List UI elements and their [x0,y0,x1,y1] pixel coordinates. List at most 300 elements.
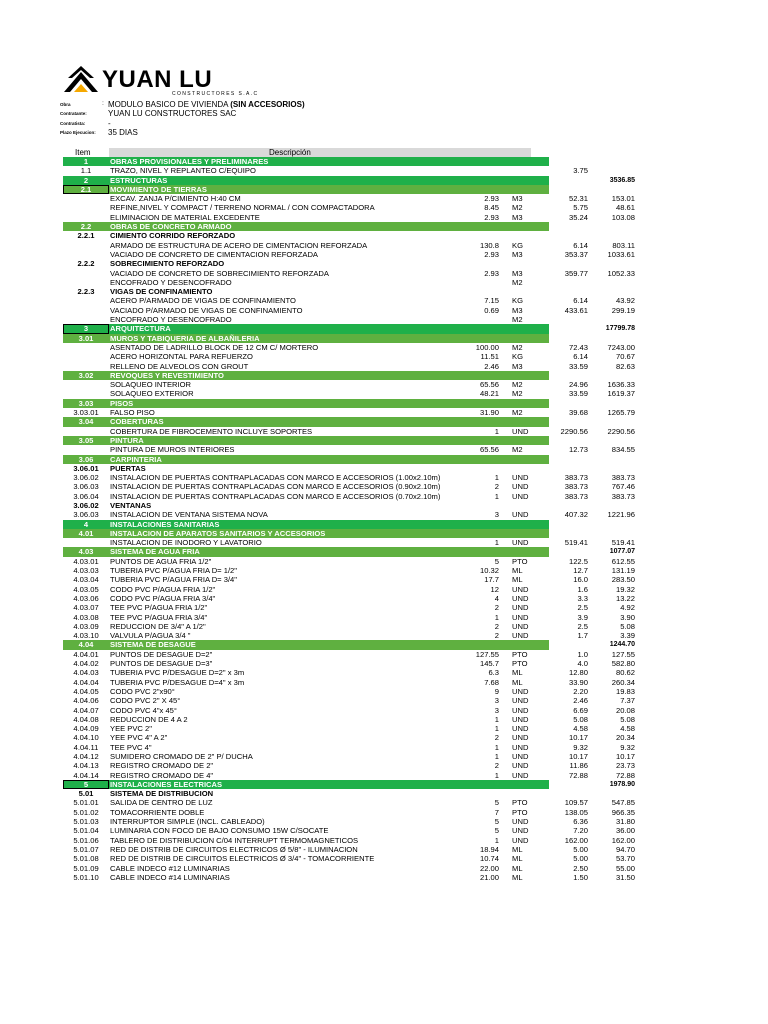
table-row [63,603,635,612]
quantity-cell: 17.7 [484,575,499,585]
unit-cell: PTO [512,659,528,669]
total-cell: 3536.85 [609,176,635,184]
description-cell: YEE PVC 2" [110,724,152,734]
table-row [63,659,635,668]
unit-cell: ML [512,863,523,873]
table-row [63,352,635,361]
quantity-cell: 3 [494,510,499,520]
unit-cell: UND [512,482,529,492]
table-row [63,213,635,222]
quantity-cell: 10.32 [479,566,499,576]
item-cell: 2 [83,175,89,185]
item-cell: 4.03.06 [73,593,99,603]
description-cell: PUNTOS DE DESAGUE D=3" [110,659,213,669]
total-cell: 1244.70 [609,641,635,649]
quantity-cell: 2.93 [484,268,499,278]
table-row [63,538,635,547]
total-cell: 19.83 [615,686,635,696]
quantity-cell: 2 [494,631,499,641]
price-cell: 72.88 [568,770,588,780]
price-cell: 2.50 [573,863,588,873]
total-cell: 4.92 [620,603,635,613]
logo-mark-icon [64,66,102,96]
total-cell: 260.34 [611,677,635,687]
info-value-text: 35 DIAS [108,127,138,137]
quantity-cell: 1 [494,714,499,724]
quantity-cell: 7.68 [484,677,499,687]
description-cell: SOBRECIMIENTO REFORZADO [110,259,225,269]
unit-cell: KG [512,240,523,250]
info-value-text: YUAN LU CONSTRUCTORES SAC [108,109,237,119]
section-row [63,520,635,529]
table-row [63,231,635,240]
unit-cell: UND [512,817,529,827]
description-cell: COBERTURA DE FIBROCEMENTO INCLUYE SOPORTES [110,426,313,436]
price-cell: 24.96 [568,380,588,390]
item-cell: 3.01 [78,333,94,343]
table-row [63,678,635,687]
unit-cell: ML [512,566,523,576]
table-row [63,789,635,798]
item-cell: 5.01.02 [73,807,99,817]
quantity-cell: 22.00 [479,863,499,873]
unit-cell: UND [512,742,529,752]
info-row [60,128,305,137]
description-cell: CODO PVC 4"x 45° [110,705,177,715]
total-cell: 582.80 [611,659,635,669]
table-row [63,687,635,696]
item-cell: 3 [63,324,109,333]
unit-cell: ML [512,844,523,854]
quantity-cell: 100.00 [475,342,499,352]
item-cell: 5.01.06 [73,835,99,845]
item-cell: 4.03.04 [73,575,99,585]
unit-cell: UND [512,835,529,845]
item-cell: 4.03 [78,547,94,557]
info-label: Obra [60,102,71,107]
table-row [63,501,635,510]
quantity-cell: 7.15 [484,296,499,306]
description-cell: ENCOFRADO Y DESENCOFRADO [110,315,232,325]
subsection-row [63,436,635,445]
description-cell: REGISTRO CROMADO DE 4" [110,770,214,780]
item-cell: 5.01.03 [73,817,99,827]
item-cell: 3.03 [78,398,94,408]
total-cell: 70.67 [615,352,635,362]
table-row [63,269,635,278]
item-cell: 4.01 [78,528,94,538]
quantity-cell: 6.3 [488,668,499,678]
price-cell: 16.0 [573,575,588,585]
price-cell: 12.80 [568,668,588,678]
table-row [63,668,635,677]
description-cell: REGISTRO CROMADO DE 2" [110,761,214,771]
unit-cell: UND [512,705,529,715]
unit-cell: UND [512,538,529,548]
table-row [63,724,635,733]
total-cell: 519.41 [611,538,635,548]
total-cell: 1619.37 [607,389,635,399]
table-row [63,306,635,315]
quantity-cell: 8.45 [484,203,499,213]
description-cell: CODO PVC P/AGUA FRIA 3/4" [110,593,216,603]
item-cell: 3.06.02 [73,500,99,510]
total-cell: 131.19 [611,566,635,576]
total-cell: 72.88 [615,770,635,780]
unit-cell: M3 [512,249,523,259]
unit-cell: ML [512,677,523,687]
price-cell: 407.32 [564,510,588,520]
quantity-cell: 31.90 [479,408,499,418]
table-row [63,166,635,175]
price-cell: 359.77 [564,268,588,278]
total-cell: 1636.33 [607,380,635,390]
price-cell: 4.58 [573,724,588,734]
description-cell: INTERRUPTOR SIMPLE (INCL. CABLEADO) [110,817,265,827]
price-cell: 2.20 [573,686,588,696]
item-cell: 3.02 [78,370,94,380]
quantity-cell: 5 [494,826,499,836]
description-cell: VENTANAS [110,500,152,510]
description-cell: TUBERIA PVC P/AGUA FRIA D= 3/4" [110,575,237,585]
item-cell: 3.06 [78,454,94,464]
item-cell: 4 [83,519,89,529]
table-row [63,362,635,371]
description-cell: YEE PVC 4" A 2" [110,733,168,743]
item-cell: 2.2.2 [77,259,95,269]
total-cell: 7.37 [620,696,635,706]
total-cell: 1077.07 [609,548,635,556]
item-cell: 2.2 [80,222,92,232]
total-cell: 36.00 [615,826,635,836]
description-cell: VACIADO DE CONCRETO DE CIMENTACION REFORZADA [110,249,319,259]
quantity-cell: 145.7 [479,659,499,669]
item-cell: 4.04.05 [73,686,99,696]
unit-cell: PTO [512,798,528,808]
total-cell: 20.34 [615,733,635,743]
table-row [63,241,635,250]
total-cell: 5.08 [620,621,635,631]
table-row [63,380,635,389]
table-row [63,575,635,584]
description-cell: OBRAS DE CONCRETO ARMADO [110,222,232,232]
unit-cell: M2 [512,203,523,213]
total-cell: 803.11 [612,240,635,250]
description-cell: CODO PVC 2"x90° [110,686,175,696]
unit-cell: UND [512,603,529,613]
total-cell: 80.62 [615,668,635,678]
unit-cell: UND [512,593,529,603]
quantity-cell: 3 [494,696,499,706]
item-cell: 4.04.02 [73,659,99,669]
unit-cell: M3 [512,361,523,371]
subsection-row [63,399,635,408]
unit-cell: UND [512,733,529,743]
total-cell: 5.08 [620,714,635,724]
price-cell: 7.20 [573,826,588,836]
subsection-row [63,547,635,556]
info-row [60,109,305,118]
price-cell: 383.73 [564,473,588,483]
quantity-cell: 21.00 [479,872,499,882]
description-cell: INSTALACION DE INODORO Y LAVATORIO [110,538,262,548]
price-cell: 5.00 [573,844,588,854]
quantity-cell: 2 [494,603,499,613]
price-cell: 1.0 [577,649,588,659]
price-cell: 122.5 [568,556,588,566]
info-value [108,119,111,128]
total-cell: 383.73 [611,491,635,501]
section-row [63,780,635,789]
unit-cell: M3 [512,212,523,222]
total-cell: 1052.33 [607,268,635,278]
description-cell: SUMIDERO CROMADO DE 2" P/ DUCHA [110,752,253,761]
table-row [63,445,635,454]
table-row [63,566,635,575]
price-cell: 35.24 [568,212,588,222]
item-cell: 4.04.13 [73,761,99,771]
description-cell: TRAZO, NIVEL Y REPLANTEO C/EQUIPO [110,166,256,176]
unit-cell: UND [512,584,529,594]
unit-cell: UND [512,770,529,780]
description-cell: TEE PVC P/AGUA FRIA 1/2" [110,603,208,613]
item-cell: 4.04.10 [73,733,99,743]
item-cell: 5.01.07 [73,844,99,854]
brand-subtitle: CONSTRUCTORES S.A.C [172,91,259,97]
subsection-row [63,417,635,426]
subsection-row [63,185,635,194]
quantity-cell: 1 [494,770,499,780]
total-cell: 1033.61 [607,249,635,259]
unit-cell: M2 [512,389,523,399]
table-row [63,743,635,752]
table-row [63,510,635,519]
price-cell: 10.17 [568,752,588,761]
price-cell: 353.37 [564,249,588,259]
description-cell: VACIADO DE CONCRETO DE SOBRECIMIENTO REFORZADA [110,268,329,278]
quantity-cell: 48.21 [479,389,499,399]
description-cell: REDUCCION DE 4 A 2 [110,714,188,724]
unit-cell: UND [512,621,529,631]
brand-name: YUAN LU [102,66,213,93]
item-cell: 5 [63,780,109,789]
item-cell: 4.04.07 [73,705,99,715]
total-cell: 767.46 [611,482,635,492]
unit-cell: UND [512,473,529,483]
quantity-cell: 10.74 [479,854,499,864]
description-cell: FALSO PISO [110,408,155,418]
price-cell: 6.14 [573,240,588,250]
table-row [63,826,635,835]
description-cell: OBRAS PROVISIONALES Y PRELIMINARES [110,157,269,166]
item-cell: 1.1 [80,166,92,176]
unit-cell: ML [512,872,523,882]
description-cell: PISOS [110,398,134,408]
table-row [63,873,635,882]
total-cell: 2290.56 [607,426,635,436]
section-row [63,157,635,166]
price-cell: 12.73 [568,445,588,455]
item-cell: 4.03.09 [73,621,99,631]
quantity-cell: 2 [494,621,499,631]
table-row [63,343,635,352]
price-cell: 72.43 [568,342,588,352]
description-cell: REVOQUES Y REVESTIMIENTO [110,370,224,380]
quantity-cell: 2 [494,733,499,743]
total-cell: 1221.96 [607,510,635,520]
table-row [63,389,635,398]
table-row [63,585,635,594]
total-cell: 23.73 [615,761,635,771]
item-cell: 4.04 [78,640,94,650]
table-row [63,278,635,287]
info-label: Plazo Ejecucion: [60,129,96,135]
item-cell: 3.04 [78,417,94,427]
table-row [63,706,635,715]
price-cell: 5.08 [573,714,588,724]
total-cell: 3.90 [620,612,635,622]
total-cell: 834.55 [611,445,635,455]
item-cell: 4.04.03 [73,668,99,678]
unit-cell: ML [512,575,523,585]
price-cell: 138.05 [564,807,588,817]
table-row [63,194,635,203]
total-cell: 3.39 [620,631,635,641]
total-cell: 19.32 [615,584,635,594]
price-cell: 33.90 [568,677,588,687]
total-cell: 82.63 [615,361,635,371]
item-cell: 5.01.01 [73,798,99,808]
description-cell: VALVULA P/AGUA 3/4 " [110,631,191,641]
item-cell: 3.06.01 [73,463,99,473]
quantity-cell: 130.8 [479,240,499,250]
description-cell: TUBERIA PVC P/DESAGUE D=4" x 3m [110,677,245,687]
description-cell: REDUCCION DE 3/4" A 1/2" [110,621,206,631]
unit-cell: PTO [512,807,528,817]
subsection-row [63,334,635,343]
description-cell: INSTALACION DE PUERTAS CONTRAPLACADAS CON MARCO E ACCESORIOS (0.90x2.10m) [110,482,441,492]
description-cell: TUBERIA PVC P/AGUA FRIA D= 1/2" [110,566,237,576]
description-cell: CODO PVC P/AGUA FRIA 1/2" [110,584,216,594]
description-cell: ESTRUCTURAS [110,175,168,185]
price-cell: 52.31 [568,194,588,204]
description-cell: INSTALACION DE APARATOS SANITARIOS Y ACCESORIOS [110,528,326,538]
quantity-cell: 1 [494,491,499,501]
unit-cell: M3 [512,305,523,315]
table-row [63,259,635,268]
total-cell: 547.85 [611,798,635,808]
item-cell: 4.03.01 [73,556,99,566]
quantity-cell: 1 [494,538,499,548]
subsection-row [63,455,635,464]
item-cell: 4.04.01 [73,649,99,659]
table-row [63,427,635,436]
price-cell: 3.3 [577,593,588,603]
unit-cell: M2 [512,408,523,418]
description-cell: RELLENO DE ALVEOLOS CON GROUT [110,361,249,371]
price-cell: 33.59 [568,389,588,399]
price-cell: 1.50 [573,872,588,882]
quantity-cell: 4 [494,593,499,603]
quantity-cell: 1 [494,724,499,734]
item-cell: 4.04.12 [73,752,99,761]
item-cell: 4.04.11 [73,742,99,752]
item-cell: 2.2.3 [77,287,95,297]
quantity-cell: 127.55 [475,649,499,659]
item-cell: 3.06.03 [73,482,99,492]
total-cell: 1265.79 [607,408,635,418]
quantity-cell: 1 [494,612,499,622]
item-cell: 5.01.09 [73,863,99,873]
item-cell: 4.03.08 [73,612,99,622]
price-cell: 11.86 [569,761,588,771]
total-cell: 13.22 [615,593,635,603]
total-cell: 7243.00 [607,342,635,352]
description-cell: ACERO HORIZONTAL PARA REFUERZO [110,352,253,362]
unit-cell: M2 [512,445,523,455]
quantity-cell: 18.94 [479,844,499,854]
table-row [63,613,635,622]
total-cell: 31.50 [615,872,635,882]
info-value [108,128,138,137]
description-cell: TUBERIA PVC P/DESAGUE D=2" x 3m [110,668,245,678]
price-cell: 383.73 [564,491,588,501]
total-cell: 20.08 [615,705,635,715]
unit-cell: UND [512,426,529,436]
item-cell: 3.05 [78,435,94,445]
price-cell: 10.17 [568,733,588,743]
description-cell: CABLE INDECO #12 LUMINARIAS [110,863,230,873]
info-label: Contratista: [60,120,86,126]
table-row [63,296,635,305]
description-cell: CARPINTERIA [110,454,162,464]
unit-cell: UND [512,724,529,734]
item-cell: 5.01.08 [73,854,99,864]
description-cell: PUNTOS DE AGUA FRIA 1/2" [110,556,212,566]
header-description: Descripción [269,148,311,157]
unit-cell: UND [512,761,529,771]
description-cell: TEE PVC P/AGUA FRIA 3/4" [110,612,208,622]
section-row [63,324,635,333]
unit-cell: M2 [512,315,523,325]
unit-cell: UND [512,696,529,706]
table-row [63,287,635,296]
price-cell: 2.46 [573,696,588,706]
price-cell: 433.61 [564,305,588,315]
item-cell: 3.06.03 [73,510,99,520]
unit-cell: UND [512,491,529,501]
info-value [108,109,236,118]
total-cell: 299.19 [611,305,635,315]
quantity-cell: 0.69 [484,305,499,315]
table-row [63,854,635,863]
subsection-row [63,371,635,380]
description-cell: ELIMINACION DE MATERIAL EXCEDENTE [110,212,260,222]
unit-cell: PTO [512,649,528,659]
table-row [63,715,635,724]
description-cell: ARQUITECTURA [110,324,171,334]
quantity-cell: 2 [494,482,499,492]
description-cell: VACIADO P/ARMADO DE VIGAS DE CONFINAMIENTO [110,305,303,315]
table-row [63,408,635,417]
unit-cell: UND [512,714,529,724]
price-cell: 1.7 [577,631,588,641]
unit-cell: UND [512,631,529,641]
table-row [63,203,635,212]
unit-cell: KG [512,296,523,306]
item-cell: 5.01.04 [73,826,99,836]
item-cell: 4.03.10 [73,631,99,641]
